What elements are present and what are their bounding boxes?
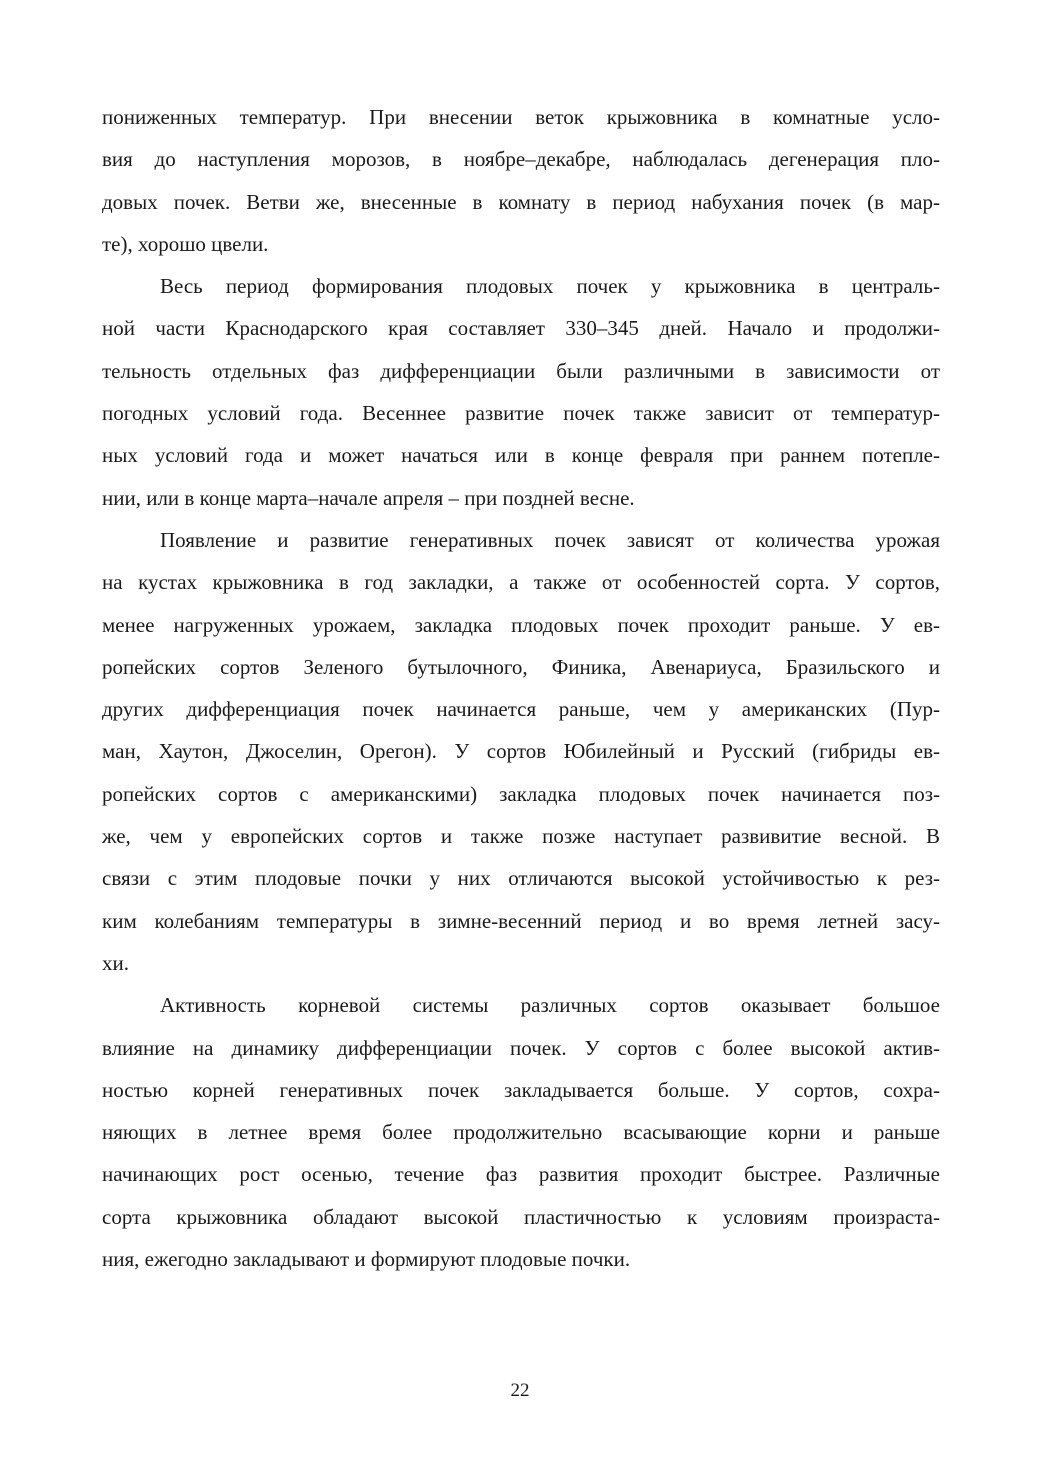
paragraph-3-line: же, чем у европейских сортов и также позже наступает развивитие весной. В [102, 824, 940, 849]
page-number: 22 [510, 1380, 530, 1401]
paragraph-4-line: ния, ежегодно закладывают и формируют плодовые почки. [102, 1247, 631, 1272]
paragraph-2-line: погодных условий года. Весеннее развитие почек также зависит от температур- [102, 401, 940, 426]
paragraph-4-line: ностью корней генеративных почек закладывается больше. У сортов, сохра- [102, 1077, 940, 1102]
paragraph-3-line: ким колебаниям температуры в зимне-весенний период и во время летней засу- [102, 908, 940, 933]
paragraph-2-line: Весь период формирования плодовых почек у крыжовника в централь- [160, 274, 940, 299]
paragraph-3-line: Появление и развитие генеративных почек зависят от количества урожая [160, 527, 940, 552]
paragraph-2-line: ных условий года и может начаться или в конце февраля при раннем потепле- [102, 443, 940, 468]
paragraph-2-line: нии, или в конце марта–начале апреля – при поздней весне. [102, 485, 635, 510]
paragraph-1-line: пониженных температур. При внесении веток крыжовника в комнатные усло- [102, 105, 940, 129]
paragraph-1-line: вия до наступления морозов, в ноябре–декабре, наблюдалась дегенерация пло- [102, 147, 940, 172]
paragraph-3-line: менее нагруженных урожаем, закладка плодовых почек проходит раньше. У ев- [102, 612, 940, 637]
paragraph-4-line: начинающих рост осенью, течение фаз развития проходит быстрее. Различные [102, 1162, 940, 1187]
paragraph-4-line: няющих в летнее время более продолжительно всасывающие корни и раньше [102, 1120, 940, 1145]
paragraph-2-line: тельность отдельных фаз дифференциации были различными в зависимости от [102, 358, 940, 383]
paragraph-1-line: довых почек. Ветви же, внесенные в комнату в период набухания почек (в мар- [102, 189, 940, 214]
paragraph-4-line: сорта крыжовника обладают высокой пластичностью к условиям произраста- [102, 1204, 940, 1229]
body-text [102, 96, 940, 1280]
paragraph-3-line: связи с этим плодовые почки у них отличаются высокой устойчивостью к рез- [102, 866, 940, 891]
paragraph-3-line: ман, Хаутон, Джоселин, Орегон). У сортов Юбилейный и Русский (гибриды ев- [102, 739, 940, 764]
paragraph-3-line: ропейских сортов с американскими) закладка плодовых почек начинается поз- [102, 781, 940, 806]
paragraph-3-line: ропейских сортов Зеленого бутылочного, Финика, Авенариуса, Бразильского и [102, 654, 940, 679]
paragraph-1-line: те), хорошо цвели. [102, 231, 269, 256]
paragraph-3-line: других дифференциация почек начинается раньше, чем у американских (Пур- [102, 697, 940, 722]
paragraph-4-line: влияние на динамику дифференциации почек. У сортов с более высокой актив- [102, 1035, 940, 1060]
paragraph-3-line: хи. [102, 950, 129, 975]
paragraph-4-line: Активность корневой системы различных сортов оказывает большое [160, 993, 940, 1018]
paragraph-2-line: ной части Краснодарского края составляет 330–345 дней. Начало и продолжи- [102, 316, 940, 341]
paragraph-3-line: на кустах крыжовника в год закладки, а также от особенностей сорта. У сортов, [102, 570, 940, 595]
